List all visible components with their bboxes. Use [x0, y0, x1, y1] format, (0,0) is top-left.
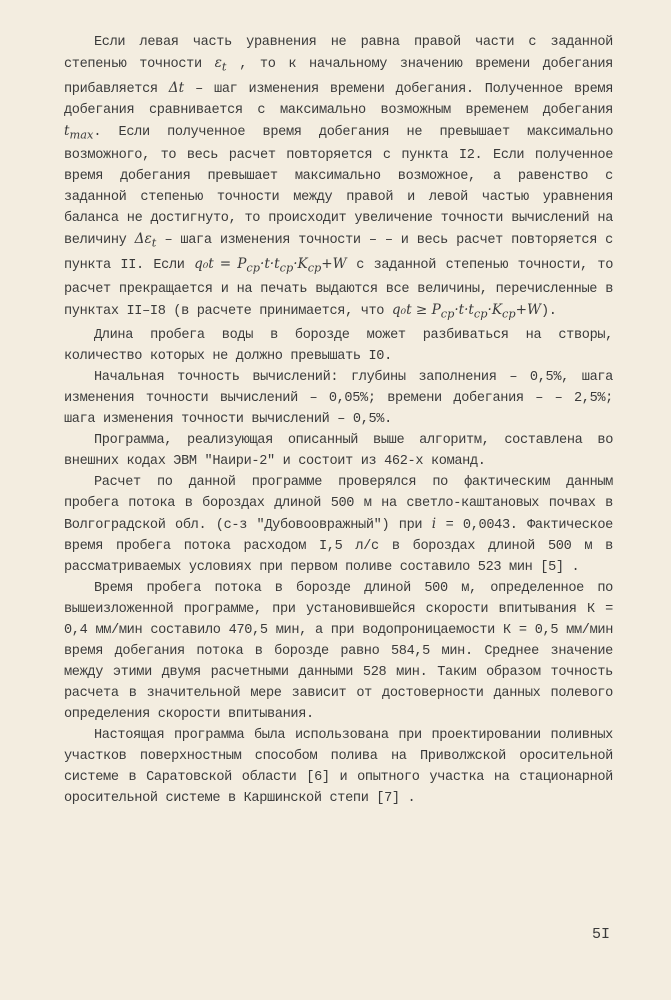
paragraph-p5: Расчет по данной программе проверялся по фактическим данным пробега потока в бороздах длиной 500 м на светло-каштановых почвах в Волгоградской обл. (с-з "Дубовоовражный") при i = 0,0043. Фактическое время пробега потока расходом I,5 л/с в бороздах длиной 500 м в рассматриваемых условиях при первом поливе составило 523 мин [5] . — [64, 474, 613, 575]
paragraph-p6: Время пробега потока в борозде длиной 500 м, определенное по вышеизложенной программе, при установившейся скорости впитывания К = 0,4 мм/мин составило 470,5 мин, а при водопроницаемости К = 0,5 мм/мин время добегания потока в борозде равно 584,5 мин. Среднее значение между этими двумя расчетными данными 528 мин. Таким образом точность расчета в значительной мере зависит от достоверности данных полевого определения скорости впитывания. — [64, 580, 613, 722]
paragraph-p2: Длина пробега воды в борозде может разбиваться на створы, количество которых не должно превышать I0. — [64, 327, 613, 364]
paragraph-p7: Настоящая программа была использована при проектировании поливных участков поверхностным способом полива на Приволжской оросительной системе в Саратовской области [6] и опытного участка на стационарной оросительной системе в Каршинской степи [7] . — [64, 727, 613, 806]
paragraph-p3: Начальная точность вычислений: глубины заполнения – 0,5%, шага изменения точности вычислений – 0,05%; времени добегания – – 2,5%; шага изменения точности вычислений – 0,5%. — [64, 369, 613, 427]
body-text — [64, 32, 613, 809]
page-number: 5I — [592, 926, 611, 943]
paragraph-p1: Если левая часть уравнения не равна правой части с заданной степенью точности $\varepsilon_t$ , то к начальному значению времени добегания прибавляется Δt – шаг изменения времени добегания. Полученное время добегания сравнивается с максимально возможным временем добегания $t_{max}$. Если полученное время добегания не превышает максимально возможного, то весь расчет повторяется с пункта I2. Если полученное время добегания превышает максимально возможное, а равенство с заданной степенью точности между правой и левой частью уравнения баланса не достигнуто, то происходит увеличение точности вычислений на величину $\Delta\varepsilon_t$ – шага изменения точности – – и весь расчет повторяется с пункта II. Если $q_0t = P_{cp}\cdot t\cdot t_{cp}\cdot K_{cp}+W$ с заданной степенью точности, то расчет прекращается и на печать выдаются все величины, перечисленные в пунктах II–I8 (в расчете принимается, что $q_0t \ge P_{cp}\cdot t\cdot t_{cp}\cdot K_{cp}+W$). — [64, 35, 614, 321]
paragraph-p4: Программа, реализующая описанный выше алгоритм, составлена во внешних кодах ЭВМ "Наири-2" и состоит из 462-х команд. — [64, 432, 613, 469]
